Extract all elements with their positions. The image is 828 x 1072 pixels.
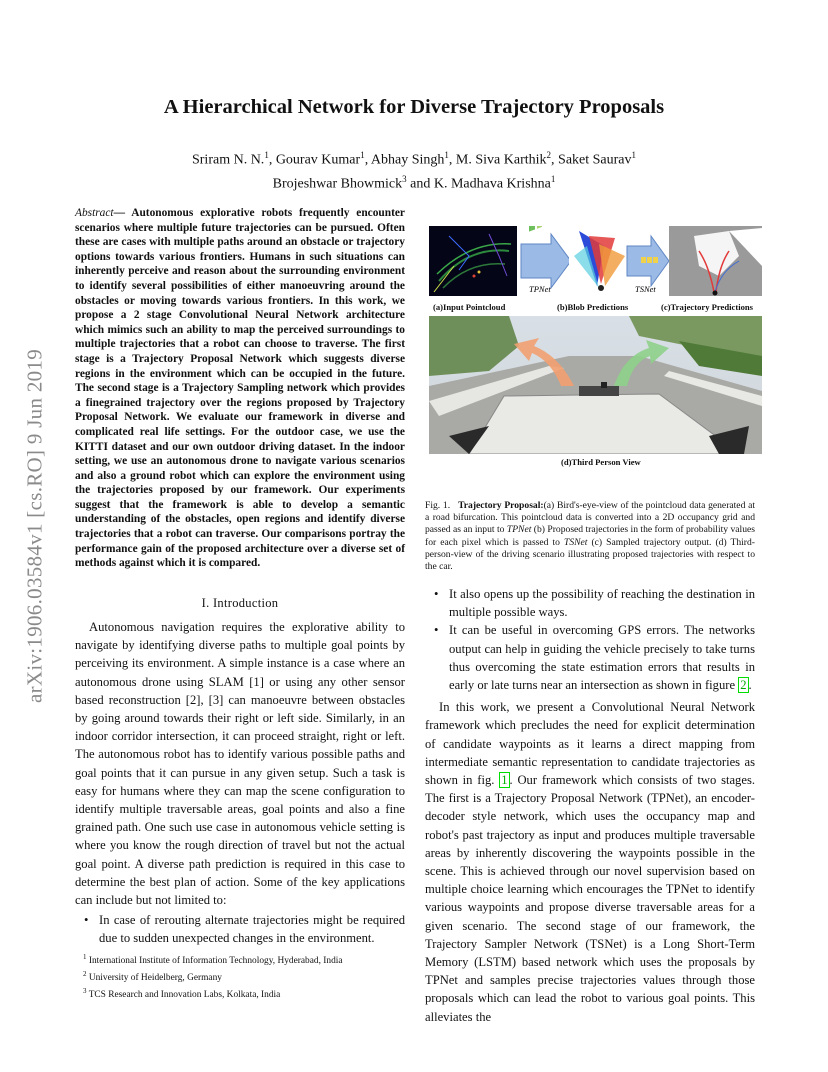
introduction-text [75, 618, 405, 948]
footnote-mark: 2 [83, 970, 87, 979]
affiliation-mark: 1 [631, 150, 637, 160]
abstract-lead: Abstract [75, 207, 114, 219]
intro-paragraph: Autonomous navigation requires the explorative ability to navigate by identifying diverse paths to multiple goal points by perceiving its environment. A simple instance is a case where an autonomous drone using SLAM [1] or using any other sensor based reconstruction [2], [3] can manoeuvre between obstacles by going around towards their right or left side. Similarly, in an indoor corridor intersection, it can proceed straight, right or left. The autonomous robot has to identify various possible paths and goal points that it can pursue in any given setup. Such a task is easy for humans where they can map the scene configuration to identify multiple traversable areas, goal points and also a fine grained path. One such use case in autonomous vehicle setting is where you know the rough direction of travel but not the actual goal point. A diverse path prediction is required in this case to determine the best plan of action. Some of the key applications can include but not limited to: [75, 620, 405, 908]
figure-number: Fig. 1. [425, 500, 451, 511]
footnote [83, 968, 405, 985]
author: M. Siva Karthik [455, 152, 547, 168]
arxiv-stamp-text: arXiv:1906.03584v1 [cs.RO] 9 Jun 2019 [22, 348, 47, 704]
third-person-view-photo [429, 316, 762, 454]
caption-text: (a) Bird's-eye-view of the pointcloud data generated at a road bifurcation. This pointcloud data is converted into a 2D occupancy grid and passed as an input to [425, 500, 755, 536]
caption-text: (c) Sampled trajectory output. (d) Third-person-view of the driving scenario illustrating proposed trajectories with respect to the car. [425, 536, 755, 573]
section-heading-introduction: I. Introduction [201, 596, 279, 610]
footnote [83, 985, 405, 1002]
tpnet-label: TPNet [529, 284, 551, 294]
figure-1 [429, 226, 762, 471]
author: K. Madhava Krishna [433, 176, 551, 192]
bullet-text: It can be useful in overcoming GPS errors. The networks output can help in guiding the vehicle precisely to take turns thus overcoming the state estimation errors that results in early or late turns near an intersection as shown in figure [449, 623, 755, 693]
caption-b: (b)Blob Predictions [557, 302, 629, 312]
paper-title: A Hierarchical Network for Diverse Trajectory Proposals [163, 96, 665, 118]
author: Brojeshwar Bhowmick [272, 176, 403, 192]
affiliation-mark: 1 [360, 150, 365, 160]
paragraph-text: In this work, we present a Convolutional Neural Network framework which precludes the need for explicit determination of candidate waypoints as it learns a direct mapping from intermediate semantic representation to candidate trajectories as shown in fig. [425, 700, 755, 788]
affiliation-mark: 3 [402, 173, 407, 184]
footnote-text: International Institute of Information Technology, Hyderabad, India [88, 956, 343, 967]
bullet-item: • In case of rerouting alternate trajectories might be required due to sudden unexpected changes in the environment. [75, 911, 405, 947]
footnote-mark: 3 [83, 987, 87, 996]
author-list: Sriram N. N.$^1$, Gourav Kumar$^1$, Abhay Singh$^1$, M. Siva Karthik$^2$, Saket Saurav$^1$ Brojeshwar Bhowmick$^3$ and K. Madhava Krishna$^1$ [191, 150, 637, 192]
arxiv-side-stamp [20, 296, 50, 756]
body-paragraph [425, 698, 755, 1026]
footnote-text: University of Heidelberg, Germany [88, 973, 222, 984]
caption-d: (d)Third Person View [561, 457, 641, 467]
tsnet-arrow [627, 236, 669, 286]
input-pointcloud-image [429, 226, 517, 296]
footnotes [83, 951, 405, 1002]
author: Sriram N. N. [191, 152, 265, 168]
affiliation-mark: 1 [550, 173, 556, 184]
paragraph-text: . Our framework which consists of two stages. The first is a Trajectory Proposal Network (TPNet), an encoder-decoder style network, which uses the occupancy map and robot's past trajectory as input and produces multiple traversable areas by inherently discovering the waypoints possible in the scene. This is achieved through our novel supervision based on multiple choice learning which encourages the TPNet to identify various waypoints and propose diverse traversable areas for a given scenario. The second stage of our framework, the Trajectory Sampler Network (TSNet) is a Long Short-Term Memory (LSTM) based network which uses the proposals by TPNet and samples precise trajectories values through those proposals which can lead the robot to various goal points. This alleviates the [425, 773, 755, 1024]
bullet-item: • It also opens up the possibility of reaching the destination in multiple possible ways. [425, 585, 755, 621]
author: Saket Saurav [558, 152, 632, 168]
bullet-item [425, 621, 755, 694]
trajectory-predictions-image [669, 226, 762, 296]
abstract-body: — Autonomous explorative robots frequently encounter scenarios where multiple future trajectories can be pursued. Often these are cases with multiple paths around an obstacle or trajectory options towards various frontiers. Humans in such situations can inherently perceive and reason about the surrounding environment to identify several possibilities of either manoeuvring around the obstacles or moving towards various frontiers. In this work, we propose a 2 stage Convolutional Neural Network architecture which mimics such an ability to map the perceived surroundings to multiple trajectories that a robot can choose to traverse. The first stage is a Trajectory Proposal Network which suggests diverse regions in the environment which can be occupied in the future. The second stage is a Trajectory Sampling network which provides a finegrained trajectory over the regions proposed by Trajectory Proposal Network. We evaluate our framework in diverse and complicated real life settings. For the outdoor case, we use the KITTI dataset and our own outdoor driving dataset. In the indoor setting, we use an autonomous drone to navigate various scenarios and also a ground robot which can explore the environment using the trajectories proposed by our framework. Our experiments suggest that the framework is able to develop a semantic understanding of the obstacles, open regions and identify diverse trajectories that a robot can traverse. Our comparisons portray the performance gain of the proposed architecture over a diverse set of methods against which it is compared. [75, 207, 405, 570]
caption-c: (c)Trajectory Predictions [661, 302, 754, 312]
blob-predictions-image [569, 226, 629, 296]
author: Gourav Kumar [275, 152, 361, 168]
right-column-text [425, 585, 755, 1026]
application-bullet-list [425, 585, 755, 694]
figure-ref-link[interactable]: 2 [740, 678, 747, 693]
caption-term: TSNet [563, 536, 588, 548]
tpnet-arrow [521, 226, 571, 288]
footnote-text: TCS Research and Innovation Labs, Kolkata, India [88, 990, 281, 1001]
bullet-text: . [748, 678, 752, 693]
figure-ref-link[interactable]: 1 [501, 773, 508, 788]
figure-caption-title: Trajectory Proposal: [458, 500, 544, 511]
footnote [83, 951, 405, 968]
figure-caption [425, 500, 755, 573]
intro-bullet-list [75, 911, 405, 947]
caption-a: (a)Input Pointcloud [433, 302, 506, 312]
author: Abhay Singh [370, 152, 445, 168]
abstract [75, 206, 405, 571]
caption-text: (b) Proposed trajectories in the form of probability values for each pixel which is passed to [425, 524, 755, 548]
affiliation-mark: 2 [546, 150, 552, 160]
caption-term: TPNet [506, 524, 532, 536]
affiliation-mark: 1 [444, 150, 449, 160]
affiliation-mark: 1 [264, 150, 269, 160]
footnote-mark: 1 [83, 953, 87, 961]
tsnet-label: TSNet [635, 284, 656, 294]
